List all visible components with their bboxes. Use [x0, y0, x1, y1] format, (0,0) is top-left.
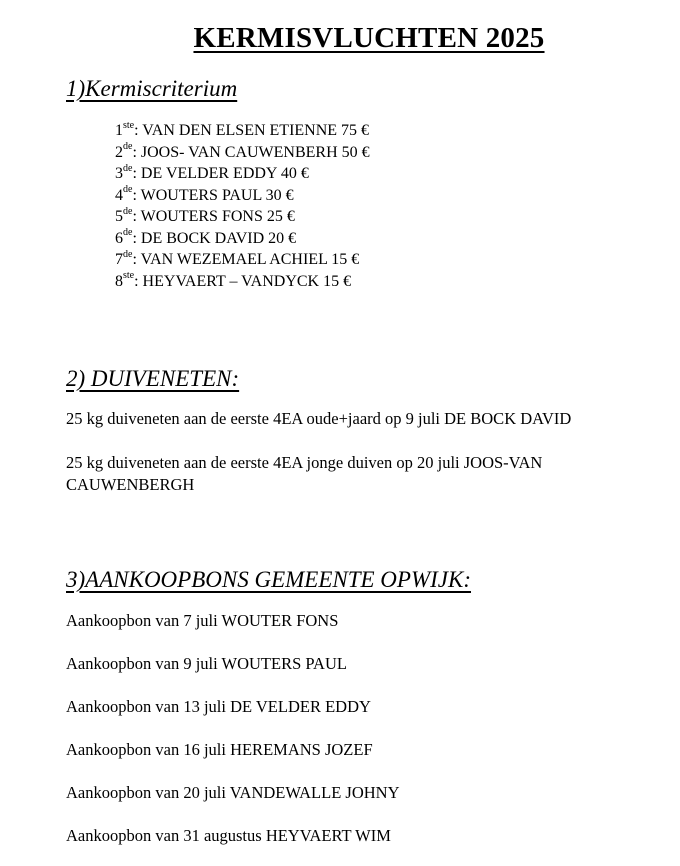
rank-suffix: de	[123, 205, 133, 217]
ranking-item	[115, 249, 370, 271]
aankoopbon-item: Aankoopbon van 13 juli DE VELDER EDDY	[66, 697, 371, 716]
ranking-item	[115, 120, 370, 142]
rank-suffix: ste	[123, 119, 135, 131]
aankoopbon-item: Aankoopbon van 20 juli VANDEWALLE JOHNY	[66, 783, 400, 802]
section-heading-duiveneten: 2) DUIVENETEN:	[66, 366, 240, 391]
rank-number: 2	[115, 143, 123, 161]
rank-number: 6	[115, 229, 123, 247]
ranking-item	[115, 142, 370, 164]
section-heading-aankoopbons: 3)AANKOOPBONS GEMEENTE OPWIJK:	[66, 567, 471, 592]
rank-suffix: de	[123, 184, 133, 196]
rank-suffix: de	[123, 162, 133, 174]
rank-number: 5	[115, 208, 123, 225]
rank-entry: : VAN DEN ELSEN ETIENNE 75 €	[134, 122, 370, 139]
page-title: KERMISVLUCHTEN 2025	[193, 22, 545, 54]
ranking-item	[115, 206, 370, 228]
rank-entry: : HEYVAERT – VANDYCK 15 €	[134, 272, 352, 290]
section-heading-kermiscriterium: 1)Kermiscriterium	[66, 76, 238, 101]
aankoopbon-item: Aankoopbon van 16 juli HEREMANS JOZEF	[66, 740, 373, 759]
rank-number: 7	[115, 251, 123, 268]
rank-number: 8	[115, 272, 123, 290]
rank-suffix: de	[123, 141, 133, 153]
rank-entry: : WOUTERS FONS 25 €	[132, 208, 295, 225]
ranking-item	[115, 271, 370, 293]
aankoopbon-item: Aankoopbon van 9 juli WOUTERS PAUL	[66, 654, 347, 673]
rank-number: 3	[115, 165, 123, 182]
duiveneten-paragraph: 25 kg duiveneten aan de eerste 4EA oude+jaard op 9 juli DE BOCK DAVID	[66, 409, 572, 428]
rank-number: 1	[115, 122, 123, 139]
rank-entry: : DE VELDER EDDY 40 €	[132, 165, 309, 182]
ranking-item	[115, 228, 370, 250]
ranking-item	[115, 163, 370, 185]
rank-suffix: de	[123, 227, 133, 239]
duiveneten-paragraph: 25 kg duiveneten aan de eerste 4EA jonge duiven op 20 juli JOOS-VAN CAUWENBERGH	[66, 453, 543, 494]
rank-entry: : WOUTERS PAUL 30 €	[132, 186, 294, 204]
rank-entry: : DE BOCK DAVID 20 €	[132, 229, 297, 247]
ranking-item	[115, 185, 370, 207]
aankoopbon-item: Aankoopbon van 7 juli WOUTER FONS	[66, 611, 339, 630]
rank-entry: : JOOS- VAN CAUWENBERH 50 €	[132, 143, 370, 161]
rank-number: 4	[115, 186, 123, 204]
rank-suffix: ste	[123, 270, 135, 282]
rank-entry: : VAN WEZEMAEL ACHIEL 15 €	[132, 251, 360, 268]
rank-suffix: de	[123, 248, 133, 260]
aankoopbon-item: Aankoopbon van 31 augustus HEYVAERT WIM	[66, 826, 391, 845]
ranking-list	[115, 120, 370, 292]
